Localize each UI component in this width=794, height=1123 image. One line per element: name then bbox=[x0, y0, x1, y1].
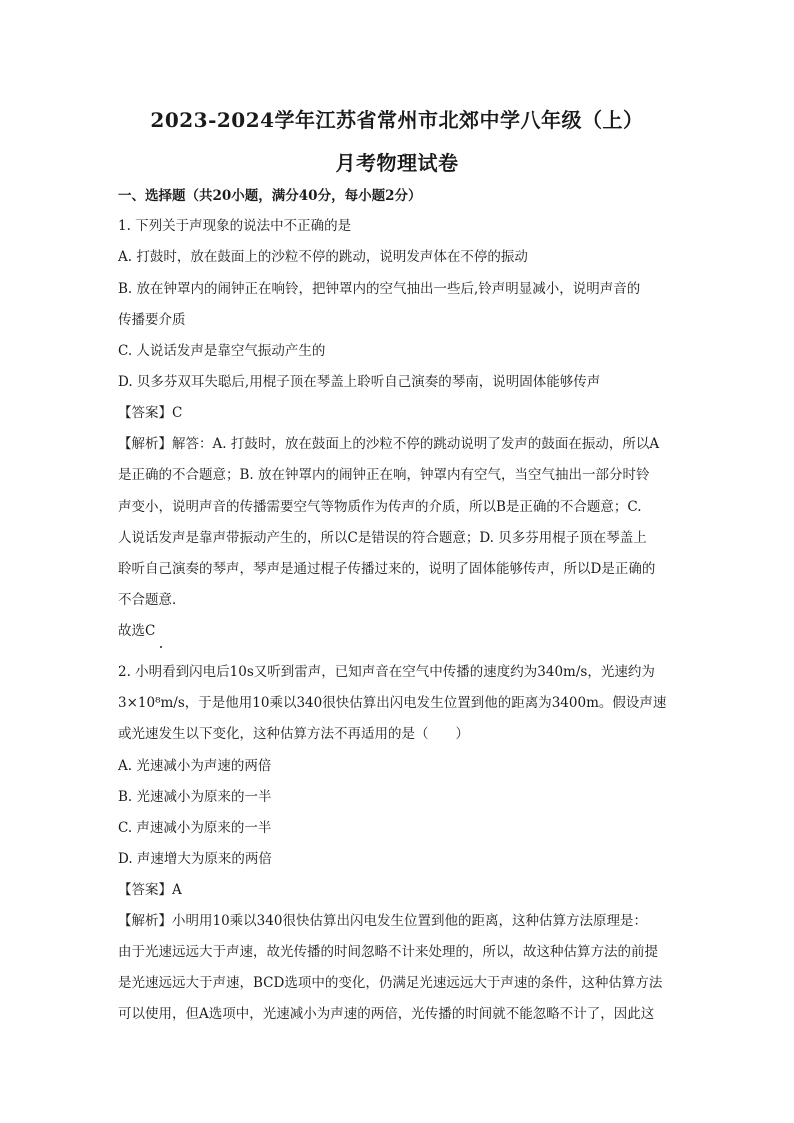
question-2-analysis-line: 由于光速远远大于声速，故光传播的时间忽略不计来处理的，所以，故这种估算方法的前提 bbox=[118, 944, 658, 960]
document-subtitle: 月考物理试卷 bbox=[335, 151, 459, 175]
question-1-option-c: C. 人说话发声是靠空气振动产生的 bbox=[118, 343, 326, 359]
question-1-option-d: D. 贝多芬双耳失聪后,用棍子顶在琴盖上聆听自己演奏的琴南，说明固体能够传声 bbox=[118, 374, 601, 390]
question-2-option-d: D. 声速增大为原来的两倍 bbox=[118, 851, 272, 867]
question-2-option-a: A. 光速减小为声速的两倍 bbox=[118, 758, 272, 774]
document-title: 2023-2024学年江苏省常州市北郊中学八年级（上） bbox=[150, 108, 644, 132]
question-2-analysis-line: 是光速远远大于声速，BCD选项中的变化，仍满足光速远远大于声速的条件，这种估算方法 bbox=[118, 975, 663, 991]
question-1-analysis-line: 【解析】解答：A. 打鼓时，放在鼓面上的沙粒不停的跳动说明了发声的鼓面在振动，所以A bbox=[118, 436, 660, 452]
question-2-option-c: C. 声速减小为原来的一半 bbox=[118, 820, 272, 836]
question-1-analysis-line: 是正确的不合题意；B. 放在钟罩内的闹钟正在响，钟罩内有空气，当空气抽出一部分时铃 bbox=[118, 467, 650, 483]
question-2-stem: 或光速发生以下变化，这种估算方法不再适用的是（ ） bbox=[118, 726, 469, 742]
question-1-option-b-cont: 传播要介质 bbox=[118, 312, 186, 328]
question-2-analysis-line: 【解析】小明用10乘以340很快估算出闪电发生位置到他的距离，这种估算方法原理是： bbox=[118, 913, 647, 929]
question-2-answer: 【答案】A bbox=[118, 882, 182, 898]
question-1-conclusion: 故选C bbox=[118, 623, 156, 639]
question-1-analysis-line: 聆听自己演奏的琴声，琴声是通过棍子传播过来的，说明了固体能够传声，所以D是正确的 bbox=[118, 561, 656, 577]
question-1-analysis-line: 不合题意． bbox=[118, 592, 186, 608]
question-1-analysis-line: 声变小，说明声音的传播需要空气等物质作为传声的介质，所以B是正确的不合题意；C. bbox=[118, 499, 642, 515]
section-heading: 一、选择题（共20小题，满分40分，每小题2分） bbox=[118, 188, 422, 204]
question-1-answer: 【答案】C bbox=[118, 405, 183, 421]
question-2-analysis-line: 可以使用，但A选项中，光速减小为声速的两倍，光传播的时间就不能忽略不计了，因此这 bbox=[118, 1006, 655, 1022]
question-1-stem: 1. 下列关于声现象的说法中不正确的是 bbox=[118, 218, 352, 234]
question-2-option-b: B. 光速减小为原来的一半 bbox=[118, 789, 272, 805]
question-1-option-a: A. 打鼓时，放在鼓面上的沙粒不停的跳动，说明发声体在不停的振动 bbox=[118, 249, 528, 265]
question-2-stem: 3×10⁸m/s，于是他用10乘以340很快估算出闪电发生位置到他的距离为3400m。假设声速 bbox=[118, 695, 667, 711]
question-2-stem: 2. 小明看到闪电后10s又听到雷声，已知声音在空气中传播的速度约为340m/s，光速约为 bbox=[118, 664, 655, 680]
stray-dot bbox=[160, 646, 162, 648]
question-1-option-b: B. 放在钟罩内的闹钟正在响铃，把钟罩内的空气抽出一些后,铃声明显减小，说明声音的 bbox=[118, 281, 641, 297]
question-1-analysis-line: 人说话发声是靠声带振动产生的，所以C是错误的符合题意；D. 贝多芬用棍子顶在琴盖上 bbox=[118, 530, 647, 546]
